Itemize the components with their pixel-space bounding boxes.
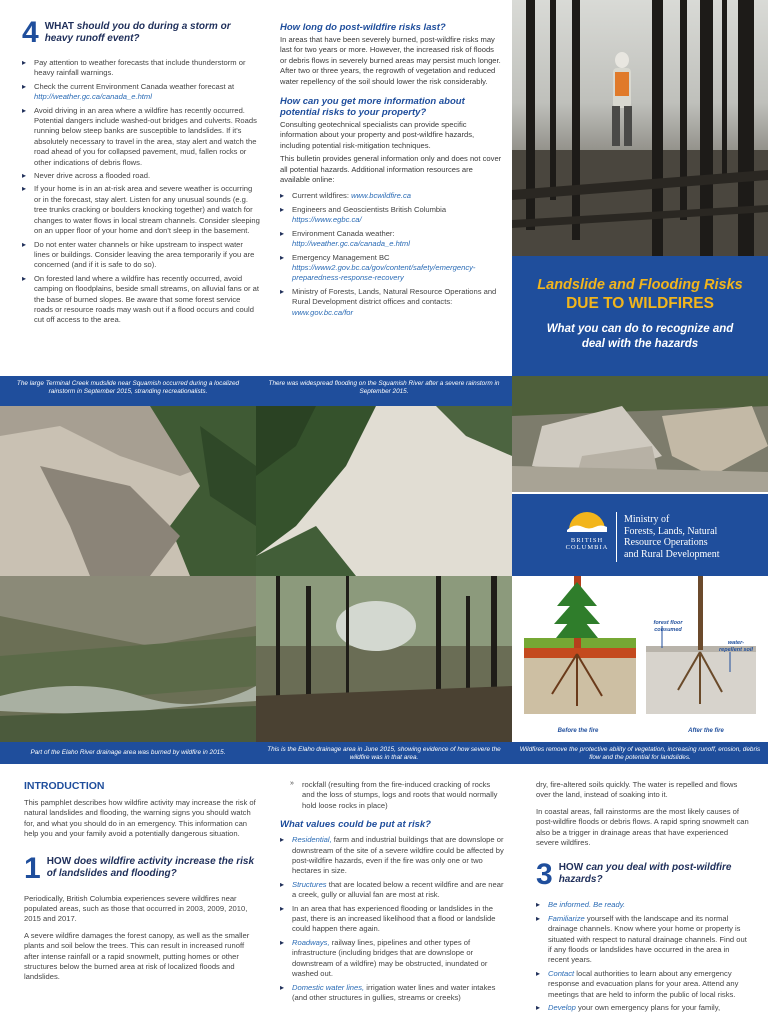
link-weather[interactable]: http://weather.gc.ca/canada_e.html (292, 239, 410, 249)
section-3-column (536, 780, 752, 1017)
list-item: ▸ Contact local authorities to learn about any emergency response and evacuation plans for your area. Attend any meetings that are held to inform the public of local risks. (536, 969, 752, 1000)
ministry-block (512, 492, 768, 576)
link-egbc[interactable]: https://www.egbc.ca/ (292, 215, 362, 225)
list-item: ▸ Residential, farm and industrial buildings that are downslope or downstream of the site of a severe wildfire could be affected by post-wildfire hazards, even if the fire was only one or two hectares in size. (280, 835, 504, 877)
list-item: ▸ If your home is in an at-risk area and severe weather is occurring or in the forecast, stay alert. Listen for any unusual sounds (e.g. tree trunks cracking or boulders knocking together) and watch for changes to water flows in local stream channels. Consider sleeping on an upper floor of your home and don't sleep in the basement. (22, 184, 260, 236)
list-item: ▸ Do not enter water channels or hike upstream to inspect water lines or buildings. Consider leaving the area temporarily if you are concerned (and if it is safe to do so). (22, 240, 260, 271)
section-number: 3 (536, 858, 553, 892)
cover-title-line1: Landslide and Flooding Risks (537, 277, 743, 293)
list-item: ▸ Environment Canada weather: http://weather.gc.ca/canada_e.html (280, 229, 502, 250)
link-bcwildfire[interactable]: www.bcwildfire.ca (351, 191, 412, 201)
list-item: ▸ Engineers and Geoscientists British Columbia https://www.egbc.ca/ (280, 205, 502, 226)
paragraph: In areas that have been severely burned, post-wildfire risks may last for two years or more. However, the increased risk of floods or debris flows in severely burned areas may persist much longer. (280, 35, 501, 65)
heading-values-at-risk: What values could be put at risk? (280, 819, 431, 831)
caption-terminal-creek: The large Terminal Creek mudslide near Squamish occurred during a localized rainstorm in September 2015, stranding recreationalists. (0, 376, 256, 406)
list-item: ▸ Current wildfires: www.bcwildfire.ca (280, 191, 502, 201)
label-water-repellent: water-repellent soil (719, 640, 753, 653)
photo-mudslide (0, 406, 256, 576)
heading-more-info: How can you get more information about potential risks to your property? (280, 96, 465, 119)
burned-trees-image (512, 0, 768, 256)
list-item: ▸ In an area that has experienced flooding or landslides in the past, there is an increased likelihood that a flood or landslide could happen there again. (280, 904, 504, 935)
values-list (280, 835, 504, 1003)
intro-heading: INTRODUCTION (24, 780, 105, 792)
caption-wildfire-effects: Wildfires remove the protective ability of vegetation, increasing runoff, erosion, debris flow and the potential for landslides. (512, 742, 768, 764)
logo-text-british: BRITISH (570, 537, 604, 544)
caption-squamish-river: There was widespread flooding on the Squamish River after a severe rainstorm in September 2015. (256, 376, 512, 406)
section-title-bold: WHAT (44, 21, 74, 32)
cover-subtitle: What you can do to recognize and deal with the hazards (546, 323, 734, 350)
cover-title-line2: DUE TO WILDFIRES (566, 295, 714, 312)
photo-elaho-burned (256, 576, 512, 742)
section-title-bold: HOW (46, 855, 72, 867)
paragraph: Periodically, British Columbia experiences severe wildfires near populated areas, such as those that occurred in 2003, 2009, 2010, 2015 and 2017. (24, 893, 248, 924)
paragraph: dry, fire-altered soils quickly. The water is repelled and flows over the land, instead of soaking into it. (536, 780, 738, 800)
paragraph: rockfall (resulting from the fire-induced cracking of rocks and the loss of stumps, logs and roots that would normally hold loose rocks in place) (302, 780, 498, 810)
photo-rockfall (512, 376, 768, 492)
paragraph: Consulting geotechnical specialists can provide specific information about your property and post-wildfire hazards, including potential risk-mitigation techniques. (280, 120, 475, 150)
section-4 (22, 18, 260, 329)
weather-link[interactable]: http://weather.gc.ca/canada_e.html (34, 92, 152, 102)
column-2 (280, 22, 502, 321)
introduction (24, 780, 256, 983)
list-item: ▸ Check the current Environment Canada weather forecast at http://weather.gc.ca/canada_e.html (22, 82, 260, 103)
sun-logo-icon (567, 510, 607, 532)
section-title-bold: HOW (558, 862, 584, 874)
paragraph: This bulletin provides general information only and does not cover all potential hazards. Additional information resources are available online: (280, 154, 502, 185)
list-item: ▸ Develop your own emergency plans for your family, (536, 1003, 752, 1013)
list-item: ▸ Roadways, railway lines, pipelines and other types of infrastructure (including bridges that are downslope or downstream of a wildfire) may be obstructed, inundated or washed out. (280, 938, 504, 980)
cover-photo-burned-forest (512, 0, 768, 256)
resources-list (280, 191, 502, 317)
list-item: ▸ Structures that are located below a recent wildfire and are near a creek, gully or alluvial fan are most at risk. (280, 880, 504, 901)
link-gov-for[interactable]: www.gov.bc.ca/for (292, 307, 354, 317)
section-number: 4 (22, 16, 39, 49)
ministry-divider (616, 512, 617, 562)
values-at-risk: » rockfall (resulting from the fire-induced cracking of rocks and the loss of stumps, logs and roots that would normally hold loose rocks in place) What values could be put at risk? ▸ Residential, farm and industrial buildings that are downslope or downstream of the site of a severe wildfire could be affected by post-wildfire hazards, even if the fire was only one or two hectares in size. ▸ Structures that are located below a recent wildfire and are near a creek, gully or alluvial fan are most at risk. ▸ In an area that has experienced flooding or landslides in the past, there is an increased likelihood that a flood or landslide could happen there again. ▸ Roadways, railway lines, pipelines and other types of infrastructure (including bridges that are downslope or downstream of a wildfire) may be obstructed, inundated or washed out. ▸ Domestic water lines, irrigation water lines and water intakes (and other structures in gullies, streams or creeks) (280, 780, 504, 1006)
label-before-fire: Before the fire (557, 728, 599, 734)
section-4-list (22, 58, 260, 326)
list-item: ▸ Be informed. Be ready. (536, 900, 752, 910)
heading-risk-duration: How long do post-wildfire risks last? (280, 22, 446, 33)
list-item: ▸ Emergency Management BC https://www2.gov.bc.ca/gov/content/safety/emergency-preparedness-response-recovery (280, 253, 502, 284)
list-item: ▸ Familiarize yourself with the landscape and its normal drainage channels. Know where your home or property is situated with respect to natural drainage channels. Find out if any floods or landslides have occurred in the area in recent years. (536, 914, 752, 966)
photo-flooding (256, 406, 512, 576)
logo-text-columbia: COLUMBIA (565, 544, 609, 551)
list-item: ▸ Never drive across a flooded road. (22, 171, 260, 181)
label-after-fire: After the fire (688, 728, 724, 734)
list-item: ▸ Domestic water lines, irrigation water lines and water intakes (and other structures in gullies, streams or creeks) (280, 983, 504, 1004)
list-item: ▸ On forested land where a wildfire has recently occurred, avoid camping on floodplains, beside small streams, on alluvial fans or at the base of burned slopes. Be aware that some forest service roads or resource roads may wash out if a flood occurs and could cut off access to the area. (22, 274, 260, 326)
caption-elaho-drainage: This is the Elaho drainage area in June 2015, showing evidence of how severe the wildfire was in that area. (256, 742, 512, 764)
paragraph: A severe wildfire damages the forest canopy, as well as the smaller plants and soil below the trees. This can result in increased runoff after intense rainfall or a rapid snowmelt, putting homes or other structures below the burned area at risk of localized floods and landslides. (24, 930, 250, 982)
paragraph: This pamphlet describes how wildfire activity may increase the risk of natural landslides and flooding, the warning signs you should watch for, and what you should do in an emergency. This information can help you and your family avoid a potentially dangerous situation. (24, 798, 256, 839)
section-3-list (536, 900, 752, 1013)
caption-elaho-river: Part of the Elaho River drainage area was burned by wildfire in 2015. (0, 742, 256, 764)
section-number: 1 (24, 851, 41, 885)
section-title-italic: should you do during a storm or heavy runoff event? (44, 21, 231, 44)
label-forest-floor: forest floor consumed (653, 620, 683, 633)
paragraph: In coastal areas, fall rainstorms are the most likely causes of post-wildfire floods or debris flows. A rapid spring snowmelt can also be a trigger in drainage areas that have experienced severe wildfires. (536, 806, 749, 848)
paragraph: After two or three years, the regrowth of vegetation and reduced water repellency of the soil should lower the risk considerably. (280, 66, 496, 86)
list-item: ▸ Pay attention to weather forecasts that include thunderstorm or heavy rainfall warnings. (22, 58, 260, 79)
link-embc[interactable]: https://www2.gov.bc.ca/gov/content/safety/emergency-preparedness-response-recovery (292, 262, 476, 283)
cover-title-block (512, 256, 768, 376)
list-item: ▸ Avoid driving in an area where a wildfire has recently occurred. Potential dangers include washed-out bridges and culverts. Roads running below steep banks are susceptible to landslides. If it's absolutely necessary to travel in the area, stay alert and watch the road ahead of you for collapsed pavement, mud, fallen rocks or other indications of debris flows. (22, 106, 260, 168)
list-item: ▸ Ministry of Forests, Lands, Natural Resource Operations and Rural Development district offices and contacts: www.gov.bc.ca/for (280, 287, 502, 318)
bc-logo (560, 510, 614, 551)
tree-after (698, 576, 703, 650)
soil-diagram (512, 576, 768, 742)
section-title-italic: can you deal with post-wildfire hazards? (558, 862, 732, 886)
section-title-italic: does wildfire activity increase the risk of landslides and flooding? (46, 855, 254, 879)
ministry-name: Ministry of Forests, Lands, Natural Resource Operations and Rural Development (624, 514, 720, 560)
photo-elaho-aerial (0, 576, 256, 742)
